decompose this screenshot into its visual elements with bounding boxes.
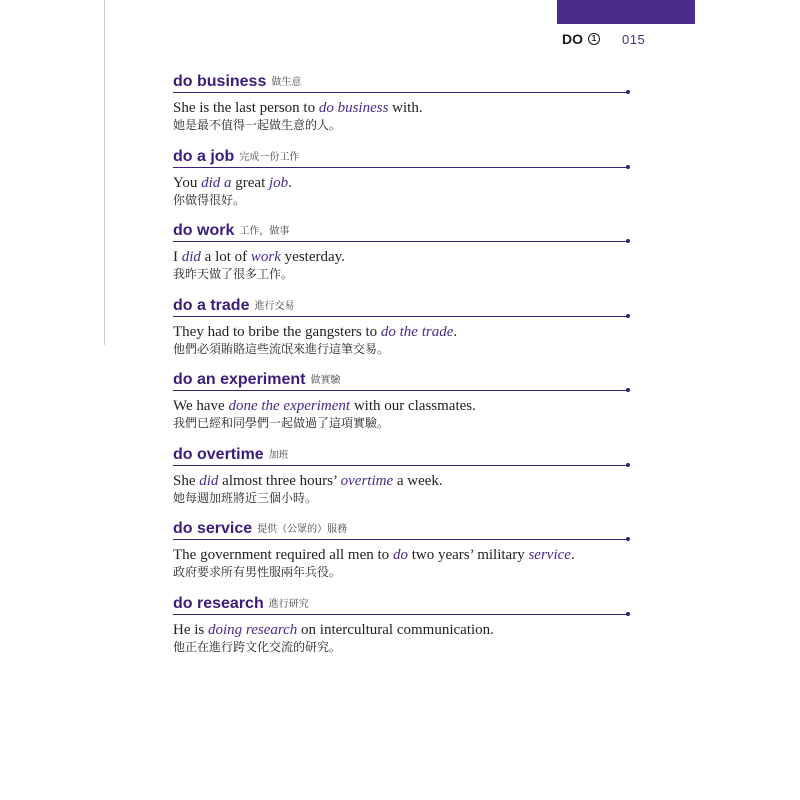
example-sentence-english (173, 397, 629, 415)
section-label: DO (562, 31, 583, 47)
example-sentence-english (173, 323, 629, 341)
sentence-text: The government required all men to (173, 547, 393, 563)
phrase-heading (173, 214, 629, 240)
heading-rule (173, 465, 629, 466)
example-sentence-english (173, 621, 629, 639)
phrase-title: do a trade (173, 296, 250, 314)
sentence-text: They had to bribe the gangsters to (173, 323, 381, 340)
heading-rule (173, 390, 629, 391)
phrase-entry (173, 65, 629, 140)
sentence-text: . (570, 547, 575, 563)
sentence-text: two years’ military (407, 547, 529, 563)
heading-rule (173, 539, 629, 540)
example-sentence-english (173, 99, 629, 117)
section-number-badge: 1 (588, 33, 600, 45)
sentence-text: . (288, 174, 292, 191)
highlighted-phrase: work (250, 249, 281, 265)
highlighted-phrase: do business (318, 100, 389, 116)
phrase-title: do an experiment (173, 371, 306, 388)
heading-rule (173, 316, 629, 317)
phrase-entry (173, 363, 629, 438)
sentence-text: . (453, 323, 458, 340)
highlighted-phrase: do (392, 547, 408, 563)
phrase-heading (173, 289, 629, 315)
example-sentence-chinese: 他們必須賄賂這些流氓來進行這筆交易。 (173, 341, 390, 356)
sentence-text: a week. (393, 472, 443, 489)
phrase-entry (173, 289, 629, 364)
heading-rule (173, 167, 629, 168)
phrase-gloss: 做生意 (271, 77, 302, 88)
example-sentence-english (173, 174, 629, 192)
phrase-heading (173, 363, 629, 389)
phrase-gloss: 提供（公眾的）服務 (257, 524, 348, 535)
highlighted-phrase: overtime (340, 472, 394, 489)
highlighted-phrase: done the experiment (228, 398, 351, 414)
sentence-text: I (173, 249, 182, 265)
highlighted-phrase: service (528, 547, 571, 563)
phrase-heading (173, 587, 629, 613)
highlighted-phrase: did a (201, 174, 232, 191)
phrase-title: do work (173, 222, 235, 239)
phrase-gloss: 工作，做事 (239, 226, 290, 237)
highlighted-phrase: did (181, 249, 201, 265)
phrase-title: do a job (173, 147, 235, 165)
highlighted-phrase: do the trade (380, 323, 454, 340)
phrase-gloss: 做實驗 (310, 375, 341, 386)
example-sentence-chinese: 我昨天做了很多工作。 (173, 267, 294, 281)
phrase-gloss: 進行交易 (254, 300, 295, 312)
heading-rule (173, 92, 629, 93)
sentence-text: with our classmates. (350, 398, 476, 414)
example-sentence-chinese: 她是最不值得一起做生意的人。 (173, 118, 342, 132)
example-sentence-chinese: 他正在進行跨文化交流的研究。 (173, 639, 342, 654)
page-number: 015 (622, 31, 646, 47)
example-sentence-chinese: 政府要求所有男性服兩年兵役。 (173, 565, 342, 579)
phrase-entry (173, 438, 629, 513)
sentence-text: You (173, 174, 202, 191)
highlighted-phrase: doing research (208, 621, 298, 638)
phrase-entry (173, 214, 629, 289)
sentence-text: with. (388, 100, 423, 116)
highlighted-phrase: did (199, 472, 219, 489)
page-margin-line (104, 0, 105, 345)
sentence-text: He is (173, 621, 208, 638)
phrase-list (173, 65, 629, 661)
example-sentence-chinese: 你做得很好。 (173, 192, 246, 207)
header-color-bar (557, 0, 695, 24)
sentence-text: yesterday. (280, 249, 345, 265)
example-sentence-english (173, 472, 629, 490)
sentence-text: a lot of (200, 249, 251, 265)
phrase-heading (173, 512, 629, 538)
phrase-gloss: 加班 (268, 449, 289, 461)
phrase-gloss: 進行研究 (268, 598, 309, 610)
heading-rule (173, 241, 629, 242)
phrase-entry (173, 140, 629, 215)
sentence-text: We have (173, 398, 229, 414)
sentence-text: She is the last person to (173, 100, 319, 116)
sentence-text: almost three hours’ (218, 472, 341, 489)
sentence-text: She (173, 472, 200, 489)
phrase-title: do service (173, 520, 253, 537)
example-sentence-chinese: 我們已經和同學們一起做過了這項實驗。 (173, 416, 390, 430)
phrase-title: do business (173, 73, 267, 90)
example-sentence-english (173, 546, 629, 564)
phrase-title: do research (173, 594, 264, 612)
example-sentence-chinese: 她每週加班將近三個小時。 (173, 490, 318, 505)
phrase-entry (173, 512, 629, 587)
phrase-heading (173, 438, 629, 464)
sentence-text: on intercultural communication. (297, 621, 494, 638)
phrase-heading (173, 140, 629, 166)
example-sentence-english (173, 248, 629, 266)
phrase-gloss: 完成一份工作 (239, 151, 300, 163)
highlighted-phrase: job (269, 174, 289, 191)
phrase-title: do overtime (173, 445, 264, 463)
page-header (562, 30, 645, 48)
phrase-entry (173, 587, 629, 662)
heading-rule (173, 614, 629, 615)
sentence-text: great (231, 174, 269, 191)
phrase-heading (173, 65, 629, 91)
